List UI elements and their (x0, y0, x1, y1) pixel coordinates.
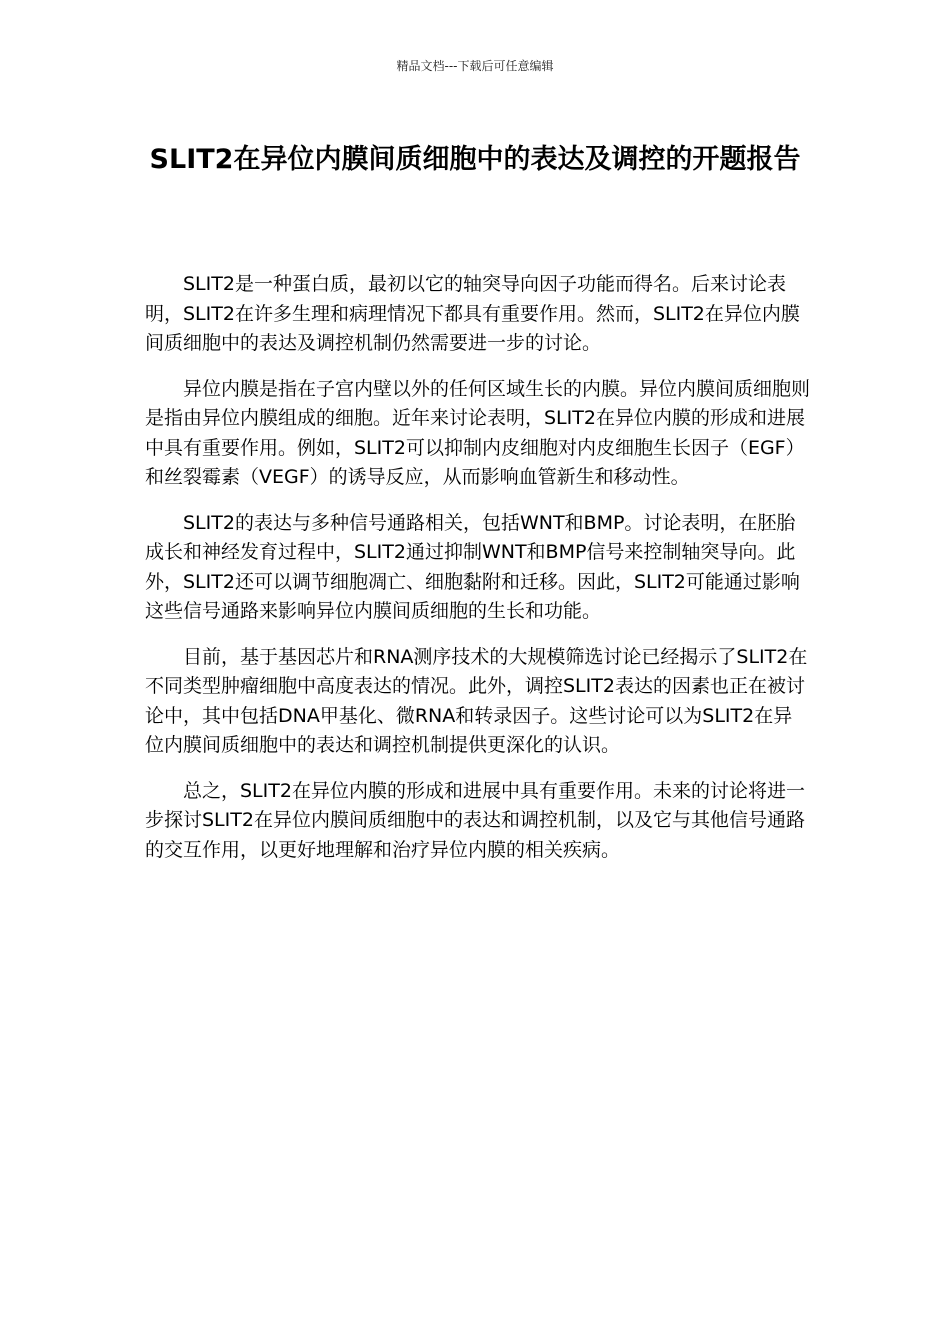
document-title: SLIT2在异位内膜间质细胞中的表达及调控的开题报告 (149, 144, 801, 175)
paragraph-4: 目前，基于基因芯片和RNA测序技术的大规模筛选讨论已经揭示了SLIT2在不同类型肿瘤细胞中高度表达的情况。此外，调控SLIT2表达的因素也正在被讨论中，其中包括DNA甲基化、微RNA和转录因子。这些讨论可以为SLIT2在异位内膜间质细胞中的表达和调控机制提供更深化的认识。 (145, 645, 808, 756)
paragraph-5: 总之，SLIT2在异位内膜的形成和进展中具有重要作用。未来的讨论将进一步探讨SLIT2在异位内膜间质细胞中的表达和调控机制，以及它与其他信号通路的交互作用，以更好地理解和治疗异位内膜的相关疾病。 (145, 779, 805, 861)
paragraph-3: SLIT2的表达与多种信号通路相关，包括WNT和BMP。讨论表明，在胚胎成长和神经发育过程中，SLIT2通过抑制WNT和BMP信号来控制轴突导向。此外，SLIT2还可以调节细胞凋亡、细胞黏附和迁移。因此，SLIT2可能通过影响这些信号通路来影响异位内膜间质细胞的生长和功能。 (145, 511, 800, 622)
paragraph-1: SLIT2是一种蛋白质，最初以它的轴突导向因子功能而得名。后来讨论表明，SLIT2在许多生理和病理情况下都具有重要作用。然而，SLIT2在异位内膜间质细胞中的表达及调控机制仍然需要进一步的讨论。 (145, 273, 800, 354)
paragraph-2: 异位内膜是指在子宫内壁以外的任何区域生长的内膜。异位内膜间质细胞则是指由异位内膜组成的细胞。近年来讨论表明，SLIT2在异位内膜的形成和进展中具有重要作用。例如，SLIT2可以抑制内皮细胞对内皮细胞生长因子（EGF）和丝裂霉素（VEGF）的诱导反应，从而影响血管新生和移动性。 (145, 377, 811, 488)
header-note: 精品文档---下载后可任意编辑 (396, 59, 554, 73)
document-body (145, 270, 810, 881)
